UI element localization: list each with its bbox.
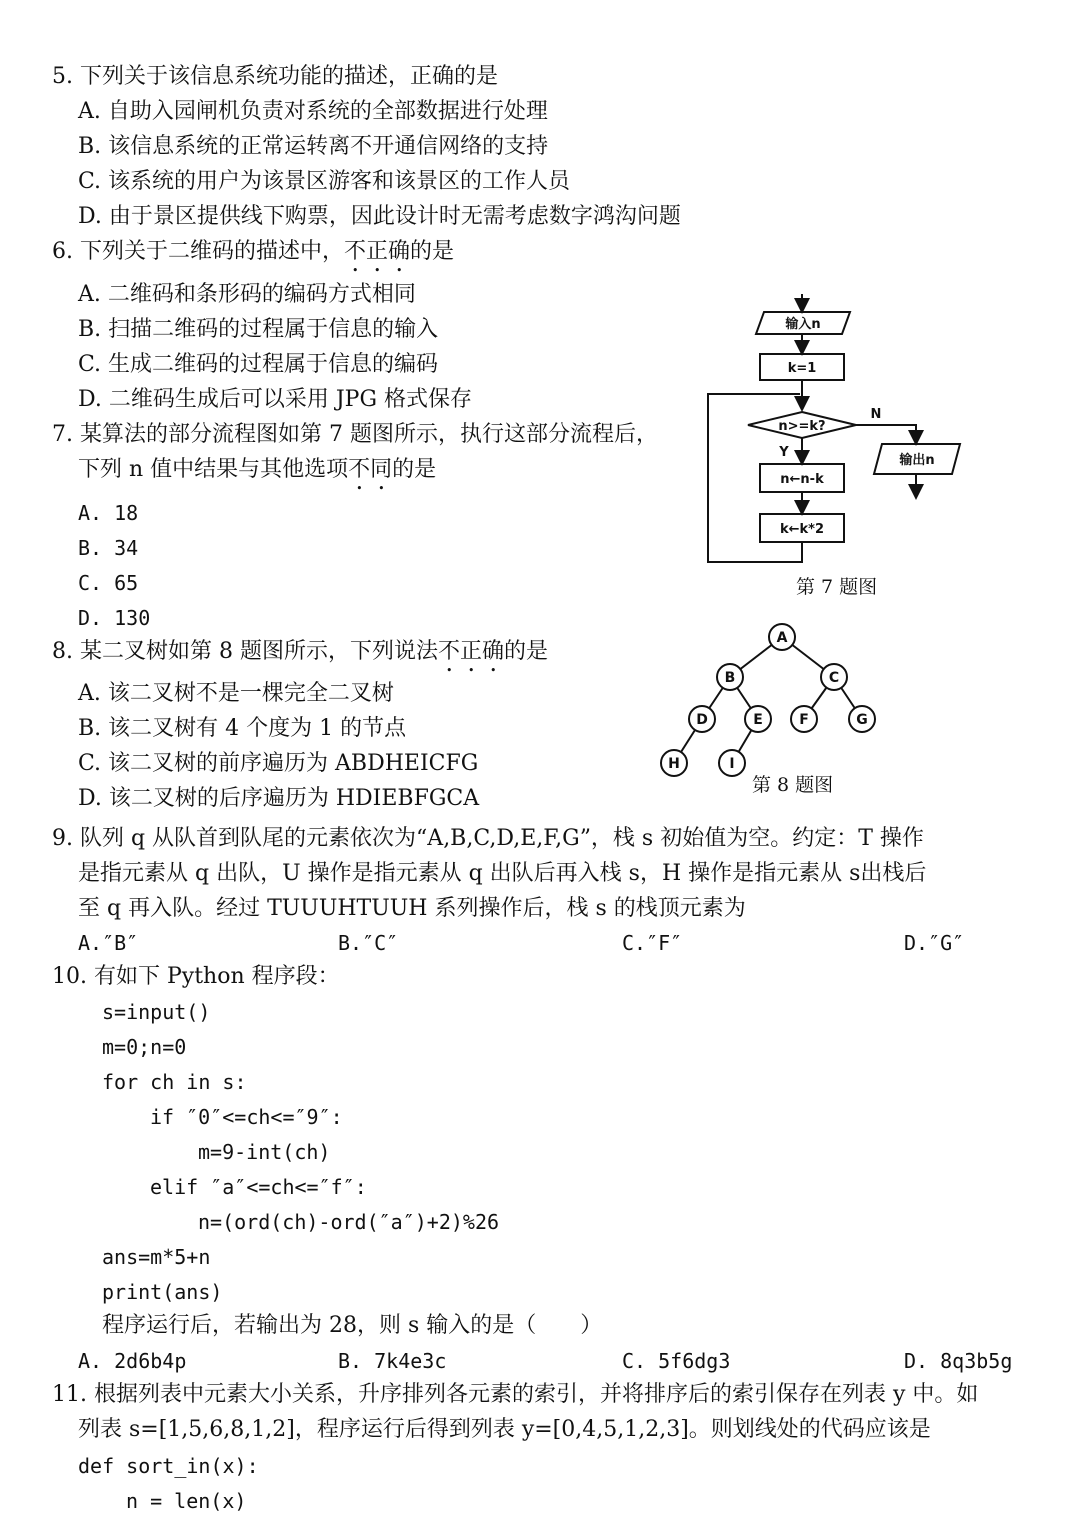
q8-option-c: C. 该二叉树的前序遍历为 ABDHEICFG [78,751,479,776]
tree-label-d: D [696,712,708,728]
q5-option-b: B. 该信息系统的正常运转离不开通信网络的支持 [78,134,549,159]
q8-stem-emphasis: 不正确 [437,639,504,664]
q6-option-c: C. 生成二维码的过程属于信息的编码 [78,352,439,377]
q7-option-c: C. 65 [78,571,139,595]
tree-label-c: C [828,670,840,686]
q7-option-b: B. 34 [78,536,139,560]
q6-option-a: A. 二维码和条形码的编码方式相同 [78,282,416,307]
q8-option-d: D. 该二叉树的后序遍历为 HDIEBFGCA [78,786,480,811]
tree-label-a: A [776,630,788,646]
tree-label-g: G [856,712,868,728]
q7-stem-post: 的是 [392,457,437,482]
tree-label-f: F [799,712,809,728]
q6-option-d: D. 二维码生成后可以采用 JPG 格式保存 [78,387,473,412]
flow-step2-label: k←k*2 [779,522,825,537]
q9-option-a: A.″B″ [78,931,139,955]
q8-option-a: A. 该二叉树不是一棵完全二叉树 [78,681,394,706]
flow-step1-label: n←n-k [780,472,824,487]
q11-stem-line1: 11. 根据列表中元素大小关系，升序排列各元素的索引，并将排序后的索引保存在列表 y 中。如 [52,1382,979,1407]
flow-no-branch [856,425,916,442]
q10-stem: 10. 有如下 Python 程序段： [52,964,340,989]
tree-label-e: E [753,712,763,728]
q7-option-a: A. 18 [78,501,139,525]
q6-stem-pre: 6. 下列关于二维码的描述中， [52,239,344,264]
q10-code-line-2: m=0;n=0 [102,1035,187,1059]
q11-stem-line2: 列表 s=[1,5,6,8,1,2]，程序运行后得到列表 y=[0,4,5,1,2,3]。则划线处的代码应该是 [78,1417,931,1442]
q8-stem-pre: 8. 某二叉树如第 8 题图所示，下列说法 [52,639,438,664]
q7-stem-pre: 下列 n 值中结果与其他选项 [78,457,349,482]
flow-no-label: N [870,407,882,422]
q9-stem-line2: 是指元素从 q 出队，U 操作是指元素从 q 出队后再入栈 s，H 操作是指元素从 s出栈后 [78,861,927,886]
q10-question: 程序运行后，若输出为 28，则 s 输入的是（ ） [102,1313,603,1338]
q10-code-line-4: if ″0″<=ch<=″9″: [150,1105,343,1129]
q8-stem [52,637,548,677]
q10-code-line-1: s=input() [102,1000,211,1024]
q7-stem-line1: 7. 某算法的部分流程图如第 7 题图所示，执行这部分流程后， [52,422,658,447]
q5-option-a: A. 自助入园闸机负责对系统的全部数据进行处理 [78,99,548,124]
q10-option-b: B. 7k4e3c [338,1349,447,1373]
tree-label-i: I [729,756,735,772]
q6-stem [52,237,454,277]
q6-stem-post: 的是 [410,239,455,264]
flow-yes-label: Y [779,445,789,460]
q11-code-line-2: n = len(x) [126,1489,247,1513]
q6-option-b: B. 扫描二维码的过程属于信息的输入 [78,317,439,342]
q7-figure-caption: 第 7 题图 [796,576,878,598]
flow-init-label: k=1 [787,361,817,376]
q9-stem-line3: 至 q 再入队。经过 TUUUHTUUH 系列操作后，栈 s 的栈顶元素为 [78,896,746,921]
q10-code-line-6: elif ″a″<=ch<=″f″: [150,1175,367,1199]
q7-stem-line2 [78,455,436,495]
q9-stem-line1: 9. 队列 q 从队首到队尾的元素依次为“A,B,C,D,E,F,G”，栈 s 初始值为空。约定：T 操作 [52,826,924,851]
q5-option-c: C. 该系统的用户为该景区游客和该景区的工作人员 [78,169,571,194]
tree-label-h: H [668,756,680,772]
q7-option-d: D. 130 [78,606,151,630]
q10-option-c: C. 5f6dg3 [622,1349,731,1373]
flow-cond-label: n>=k? [778,419,826,434]
q5-option-d: D. 由于景区提供线下购票，因此设计时无需考虑数字鸿沟问题 [78,204,681,229]
tree-label-b: B [724,670,736,686]
q10-code-line-5: m=9-int(ch) [198,1140,331,1164]
q5-stem: 5. 下列关于该信息系统功能的描述，正确的是 [52,64,498,89]
flow-output-label: 输出n [899,453,935,468]
q10-option-d: D. 8q3b5g [904,1349,1013,1373]
q10-code-line-9: print(ans) [102,1280,223,1304]
q7-stem-emphasis: 不同 [348,457,393,482]
q10-code-line-7: n=(ord(ch)-ord(″a″)+2)%26 [198,1210,500,1234]
q8-binary-tree [650,615,890,785]
q8-option-b: B. 该二叉树有 4 个度为 1 的节点 [78,716,407,741]
q10-code-line-3: for ch in s: [102,1070,247,1094]
q10-option-a: A. 2d6b4p [78,1349,187,1373]
q10-code-line-8: ans=m*5+n [102,1245,211,1269]
q9-option-d: D.″G″ [904,931,965,955]
q8-stem-post: 的是 [503,639,548,664]
flow-input-label: 输入n [785,317,821,332]
q11-code-line-1: def sort_in(x): [78,1454,259,1478]
q6-stem-emphasis: 不正确 [343,239,410,264]
q9-option-c: C.″F″ [622,931,683,955]
q9-option-b: B.″C″ [338,931,399,955]
q7-flowchart [690,290,990,610]
q8-figure-caption: 第 8 题图 [752,774,834,796]
